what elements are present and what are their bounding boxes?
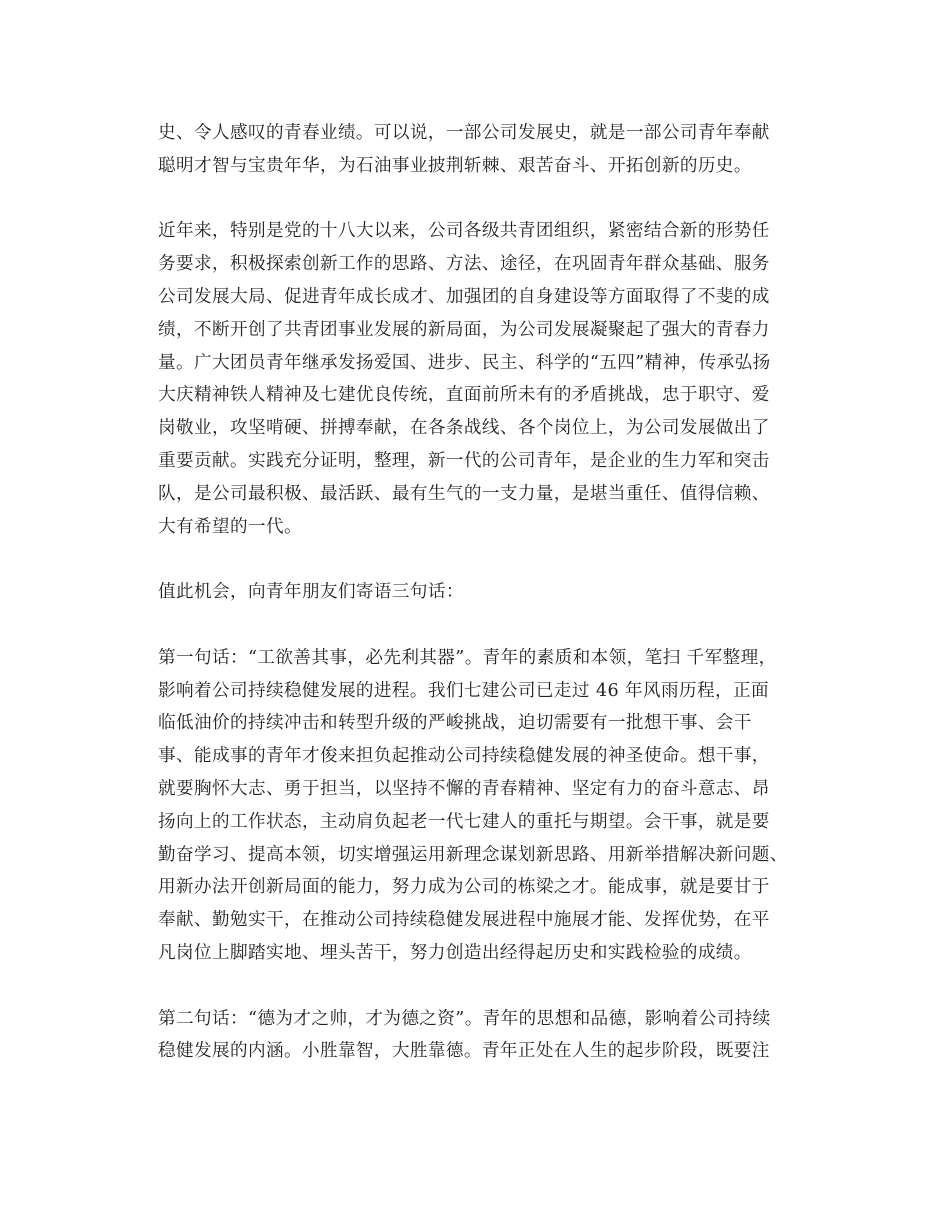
paragraph-second-sentence [158, 1003, 798, 1069]
paragraph-first-sentence [158, 642, 798, 970]
text-line: 公司发展大局、促进青年成长成才、加强团的自身建设等方面取得了不斐的成 [158, 286, 770, 307]
paragraph-intro-three-sentences [158, 576, 798, 609]
text-line: 第二句话：“德为才之帅，才为德之资”。青年的思想和品德，影响着公司持续 [158, 1008, 771, 1029]
text-line: 用新办法开创新局面的能力，努力成为公司的栋梁之才。能成事，就是要甘于 [158, 877, 770, 898]
paragraph-history [158, 117, 798, 183]
text-line: 影响着公司持续稳健发展的进程。我们七建公司已走过 46 年风雨历程，正面 [158, 680, 769, 701]
text-line: 扬向上的工作状态，主动肩负起老一代七建人的重托与期望。会干事，就是要 [158, 811, 770, 832]
text-line: 就要胸怀大志、勇于担当，以坚持不懈的青春精神、坚定有力的奋斗意志、昂 [158, 778, 770, 799]
text-line: 临低油价的持续冲击和转型升级的严峻挑战，迫切需要有一批想干事、会干 [158, 713, 752, 734]
text-line: 量。广大团员青年继承发扬爱国、进步、民主、科学的“五四”精神，传承弘扬 [158, 352, 771, 373]
text-line: 重要贡献。实践充分证明，整理，新一代的公司青年，是企业的生力军和突击 [158, 450, 770, 471]
text-line: 大庆精神铁人精神及七建优良传统，直面前所未有的矛盾挑战，忠于职守、爱 [158, 385, 770, 406]
text-line: 第一句话：“工欲善其事，必先利其器”。青年的素质和本领，笔扫 千军整理， [158, 647, 777, 668]
text-line: 勤奋学习、提高本领，切实增强运用新理念谋划新思路、用新举措解决新问题、 [158, 844, 788, 865]
text-line: 事、能成事的青年才俊来担负起推动公司持续稳健发展的神圣使命。想干事， [158, 746, 770, 767]
text-line: 奉献、勤勉实干，在推动公司持续稳健发展进程中施展才能、发挥优势，在平 [158, 910, 770, 931]
text-line: 近年来，特别是党的十八大以来，公司各级共青团组织，紧密结合新的形势任 [158, 221, 770, 242]
text-line: 稳健发展的内涵。小胜靠智，大胜靠德。青年正处在人生的起步阶段，既要注 [158, 1041, 770, 1062]
paragraph-gap [158, 183, 798, 216]
text-line: 聪明才智与宝贵年华，为石油事业披荆斩棘、艰苦奋斗、开拓创新的历史。 [158, 155, 752, 176]
text-line: 大有希望的一代。 [158, 516, 302, 537]
paragraph-gap [158, 609, 798, 642]
text-line: 队，是公司最积极、最活跃、最有生气的一支力量，是堪当重任、值得信赖、 [158, 483, 770, 504]
text-line: 绩，不断开创了共青团事业发展的新局面，为公司发展凝聚起了强大的青春力 [158, 319, 770, 340]
document-body [158, 117, 798, 1068]
text-line: 史、令人感叹的青春业绩。可以说，一部公司发展史，就是一部公司青年奉献 [158, 123, 770, 143]
text-line: 岗敬业，攻坚啃硬、拼搏奉献，在各条战线、各个岗位上，为公司发展做出了 [158, 418, 770, 439]
paragraph-gap [158, 970, 798, 1003]
text-line: 凡岗位上脚踏实地、埋头苦干，努力创造出经得起历史和实践检验的成绩。 [158, 942, 752, 963]
paragraph-recent-years [158, 215, 798, 543]
paragraph-gap [158, 543, 798, 576]
text-line: 务要求，积极探索创新工作的思路、方法、途径，在巩固青年群众基础、服务 [158, 254, 770, 275]
text-line: 值此机会，向青年朋友们寄语三句话： [158, 582, 464, 603]
